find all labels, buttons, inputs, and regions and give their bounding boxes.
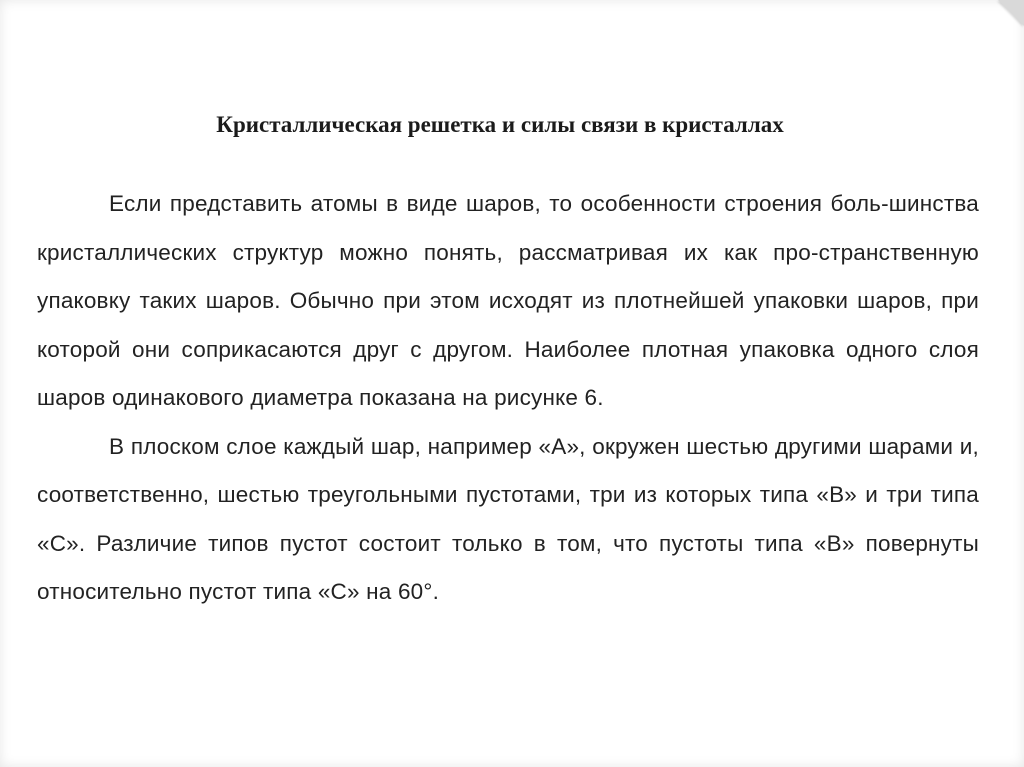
document-body <box>37 180 979 617</box>
paragraph-1: Если представить атомы в виде шаров, то особенности строения боль-шинства кристаллических структур можно понять, рассматривая их как про-странственную упаковку таких шаров. Обычно при этом исходят из плотнейшей упаковки шаров, при которой они соприкасаются друг с другом. Наиболее плотная упаковка одного слоя шаров одинакового диаметра показана на рисунке 6. <box>37 191 979 410</box>
paragraph-2: В плоском слое каждый шар, например «А», окружен шестью другими шарами и, соответственно, шестью треугольными пустотами, три из которых типа «В» и три типа «С». Различие типов пустот состоит только в том, что пустоты типа «В» повернуты относительно пустот типа «С» на 60°. <box>37 433 979 604</box>
page-corner-fold <box>998 0 1024 26</box>
document-title: Кристаллическая решетка и силы связи в кристаллах <box>216 112 784 137</box>
